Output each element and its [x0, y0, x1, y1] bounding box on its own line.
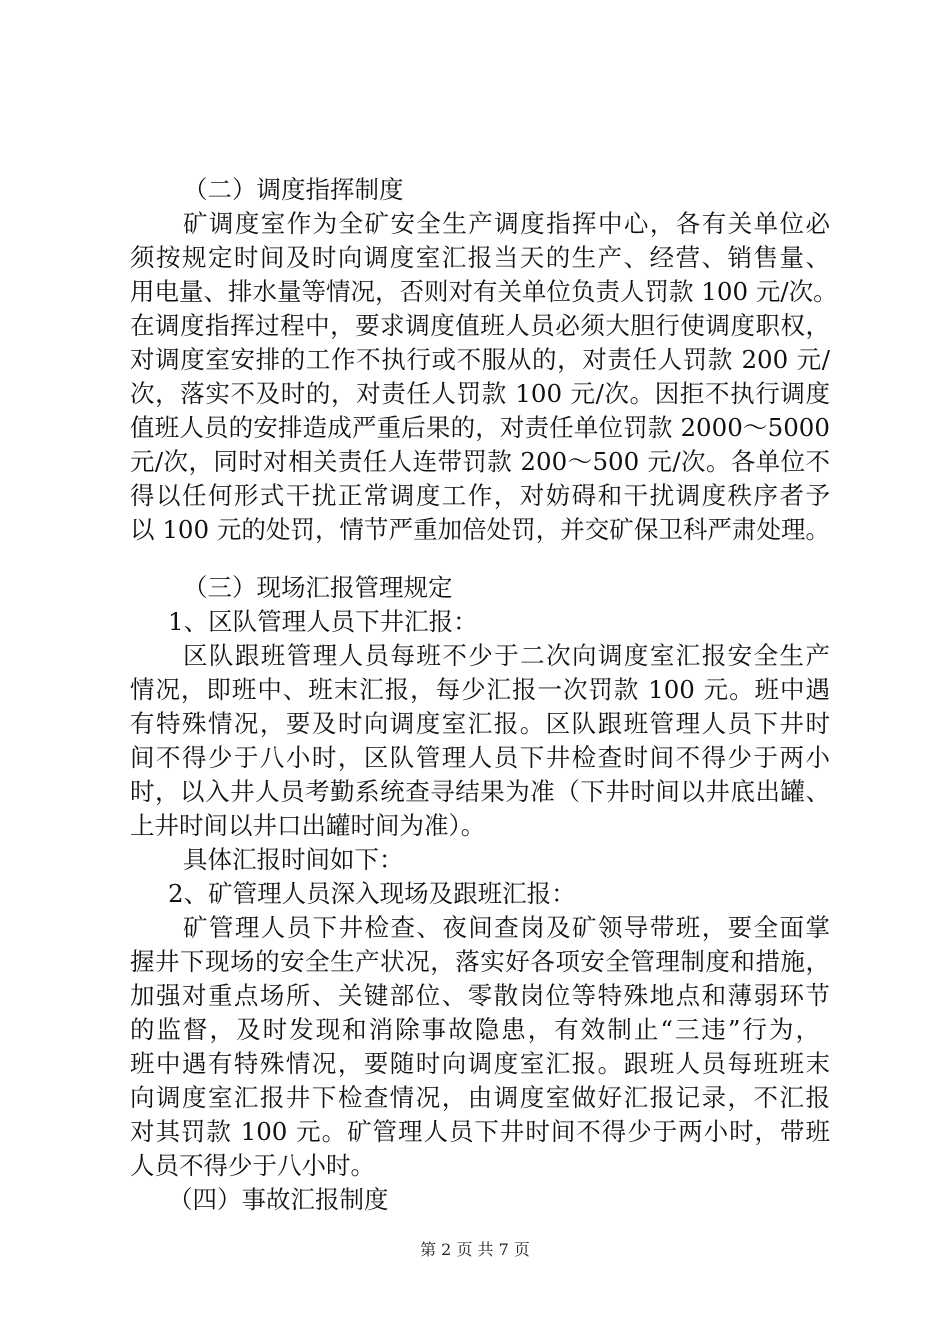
paragraph-line: 时，以入井人员考勤系统查寻结果为准（下井时间以井底出罐、: [130, 777, 830, 806]
paragraph-line: 矿调度室作为全矿安全生产调度指挥中心，各有关单位必: [183, 209, 830, 238]
paragraph-line: 对其罚款 100 元。矿管理人员下井时间不得少于两小时，带班: [130, 1117, 830, 1146]
subsection-heading: 1、区队管理人员下井汇报：: [168, 607, 478, 636]
paragraph-line: 班中遇有特殊情况，要随时向调度室汇报。跟班人员每班班末: [130, 1049, 830, 1078]
paragraph-line: 加强对重点场所、关键部位、零散岗位等特殊地点和薄弱环节: [130, 981, 830, 1010]
paragraph-line: 间不得少于八小时，区队管理人员下井检查时间不得少于两小: [130, 743, 830, 772]
paragraph-line: 握井下现场的安全生产状况，落实好各项安全管理制度和措施，: [130, 947, 830, 976]
page-footer: 第 2 页 共 7 页: [420, 1240, 530, 1259]
paragraph-line: 用电量、排水量等情况，否则对有关单位负责人罚款 100 元/次。: [130, 277, 838, 306]
paragraph-line: 以 100 元的处罚，情节严重加倍处罚，并交矿保卫科严肃处理。: [130, 515, 830, 544]
paragraph-line: 情况，即班中、班末汇报，每少汇报一次罚款 100 元。班中遇: [130, 675, 830, 704]
paragraph-line: 向调度室汇报井下检查情况，由调度室做好汇报记录，不汇报: [130, 1083, 830, 1112]
paragraph-line: 元/次，同时对相关责任人连带罚款 200～500 元/次。各单位不: [130, 447, 830, 476]
paragraph-line: 有特殊情况，要及时向调度室汇报。区队跟班管理人员下井时: [130, 709, 830, 738]
subsection-heading: 2、矿管理人员深入现场及跟班汇报：: [168, 879, 576, 908]
section-heading: （三）现场汇报管理规定: [183, 573, 453, 602]
paragraph-line: 次，落实不及时的，对责任人罚款 100 元/次。因拒不执行调度: [130, 379, 830, 408]
paragraph-line: 对调度室安排的工作不执行或不服从的，对责任人罚款 200 元/: [130, 345, 830, 374]
paragraph-line: 得以任何形式干扰正常调度工作，对妨碍和干扰调度秩序者予: [130, 481, 830, 510]
paragraph-line: 值班人员的安排造成严重后果的，对责任单位罚款 2000～5000: [130, 413, 830, 442]
section-heading: （二）调度指挥制度: [183, 175, 404, 204]
paragraph-line: 人员不得少于八小时。: [130, 1151, 375, 1180]
paragraph-line: 的监督，及时发现和消除事故隐患，有效制止“三违”行为，: [130, 1015, 820, 1044]
paragraph-line: 区队跟班管理人员每班不少于二次向调度室汇报安全生产: [183, 641, 830, 670]
paragraph-line: 上井时间以井口出罐时间为准）。: [130, 811, 486, 840]
paragraph-line: 具体汇报时间如下：: [183, 845, 404, 874]
paragraph-line: 矿管理人员下井检查、夜间查岗及矿领导带班，要全面掌: [183, 913, 830, 942]
paragraph-line: 须按规定时间及时向调度室汇报当天的生产、经营、销售量、: [130, 243, 830, 272]
section-heading-four: （四）事故汇报制度: [168, 1185, 389, 1214]
paragraph-line: 在调度指挥过程中，要求调度值班人员必须大胆行使调度职权，: [130, 311, 830, 340]
